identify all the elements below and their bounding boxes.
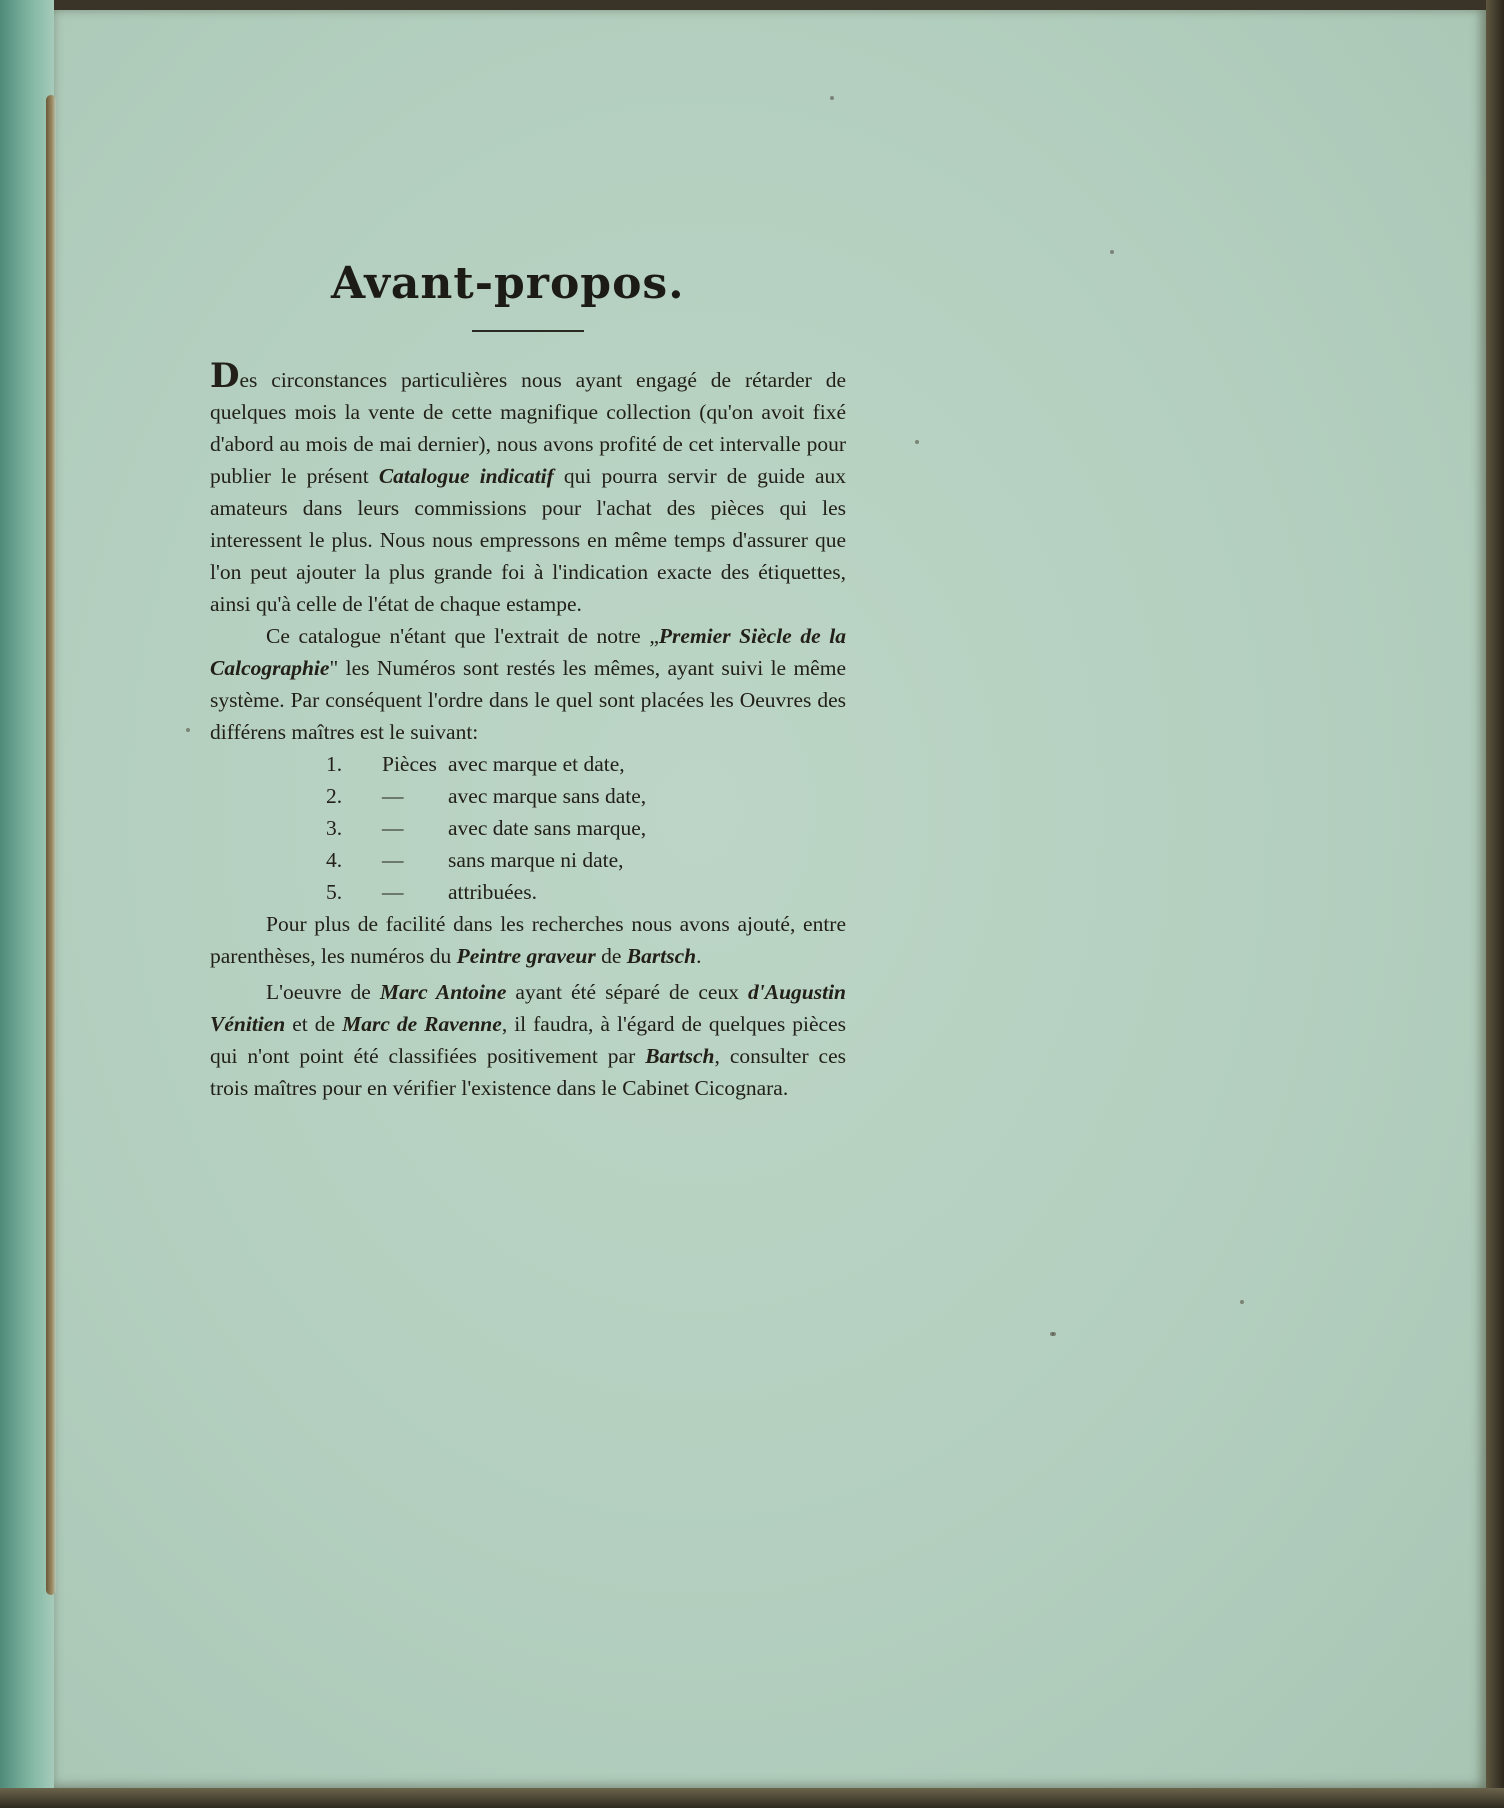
list-item-description: sans marque ni date, bbox=[448, 848, 624, 872]
list-item bbox=[210, 876, 846, 908]
list-item-number: 1. bbox=[326, 752, 343, 776]
list-item-description: avec marque et date, bbox=[448, 752, 625, 776]
list-item-kind: — bbox=[382, 880, 404, 904]
paragraph-3-text-c: . bbox=[696, 944, 702, 968]
page-bottom-edge bbox=[0, 1788, 1504, 1808]
paragraph-3-italic-a: Peintre graveur bbox=[456, 944, 596, 968]
list-item-description: avec marque sans date, bbox=[448, 784, 647, 808]
paragraph-1-text-a: es circonstances particulières nous ayant engagé de rétarder de quelques mois la vente de cette magnifique collection (qu'on avoit fixé d'abord au mois de mai dernier), nous avons profité de cet intervalle pour publier le présent bbox=[210, 368, 846, 488]
paragraph-3 bbox=[210, 908, 846, 972]
list-item bbox=[210, 780, 846, 812]
list-item-kind: Pièces bbox=[382, 752, 437, 776]
paper-speck bbox=[1110, 250, 1114, 254]
list-item bbox=[210, 844, 846, 876]
list-item-kind: — bbox=[382, 816, 404, 840]
title-rule bbox=[472, 330, 584, 332]
book-spine bbox=[46, 95, 56, 1595]
paragraph-2 bbox=[210, 620, 846, 748]
list-item-description: attribuées. bbox=[448, 880, 537, 904]
list-item-number: 4. bbox=[326, 848, 343, 872]
paragraph-4-text-d: , il faudra, à l'égard de quelques pièces qui n'ont point été classifiées positivement par bbox=[210, 1012, 847, 1068]
ordering-list bbox=[210, 748, 846, 908]
paragraph-1 bbox=[210, 356, 847, 620]
page-right-edge bbox=[1486, 0, 1504, 1808]
list-item-kind: — bbox=[382, 848, 404, 872]
list-item-kind: — bbox=[382, 784, 404, 808]
paragraph-4-text-c: et de bbox=[285, 1012, 343, 1036]
paper-speck bbox=[1240, 1300, 1244, 1304]
paragraph-3-text-a: Pour plus de facilité dans les recherches nous avons ajouté, entre parenthèses, les numéros du bbox=[210, 912, 846, 968]
paragraph-4-italic-d: Bartsch bbox=[645, 1044, 715, 1068]
paper-speck bbox=[1052, 1332, 1056, 1336]
paragraph-1-italic: Catalogue indicatif bbox=[378, 464, 554, 488]
paragraph-4-text-b: ayant été séparé de ceux bbox=[506, 980, 748, 1004]
paragraph-2-text-a: Ce catalogue n'étant que l'extrait de notre „ bbox=[266, 624, 659, 648]
drop-cap: D bbox=[210, 356, 240, 396]
paragraph-4-italic-c: Marc de Ravenne bbox=[342, 1012, 502, 1036]
list-item-number: 5. bbox=[326, 880, 343, 904]
paragraph-3-italic-b: Bartsch bbox=[626, 944, 697, 968]
page-body bbox=[210, 356, 847, 1104]
list-item-number: 3. bbox=[326, 816, 343, 840]
paper-speck bbox=[186, 728, 190, 732]
paragraph-4-text-a: L'oeuvre de bbox=[266, 980, 380, 1004]
list-item-description: avec date sans marque, bbox=[448, 816, 647, 840]
list-item bbox=[210, 812, 846, 844]
paper-speck bbox=[830, 96, 834, 100]
paragraph-4-italic-b: d'Augustin Vénitien bbox=[210, 980, 846, 1036]
list-item bbox=[210, 748, 846, 780]
paper-speck bbox=[915, 440, 919, 444]
paragraph-3-text-b: de bbox=[595, 944, 627, 968]
paragraph-2-text-b: " les Numéros sont restés les mêmes, ayant suivi le même système. Par conséquent l'ordre dans le quel sont placées les Oeuvres des différens maîtres est le suivant: bbox=[210, 656, 846, 744]
paragraph-4-text-e: , consulter ces trois maîtres pour en vérifier l'existence dans le Cabinet Cicognara. bbox=[210, 1044, 847, 1100]
paragraph-2-italic: Premier Siècle de la Calcographie bbox=[210, 624, 846, 680]
list-item-number: 2. bbox=[326, 784, 343, 808]
page-title: Avant-propos. bbox=[331, 258, 685, 309]
paragraph-4 bbox=[210, 976, 846, 1104]
paragraph-1-text-b: qui pourra servir de guide aux amateurs dans leurs commissions pour l'achat des pièces qui les interessent le plus. Nous nous empressons en même temps d'assurer que l'on peut ajouter la plus grande foi à l'indication exacte des étiquettes, ainsi qu'à celle de l'état de chaque estampe. bbox=[210, 464, 847, 616]
paragraph-4-italic-a: Marc Antoine bbox=[379, 980, 507, 1004]
